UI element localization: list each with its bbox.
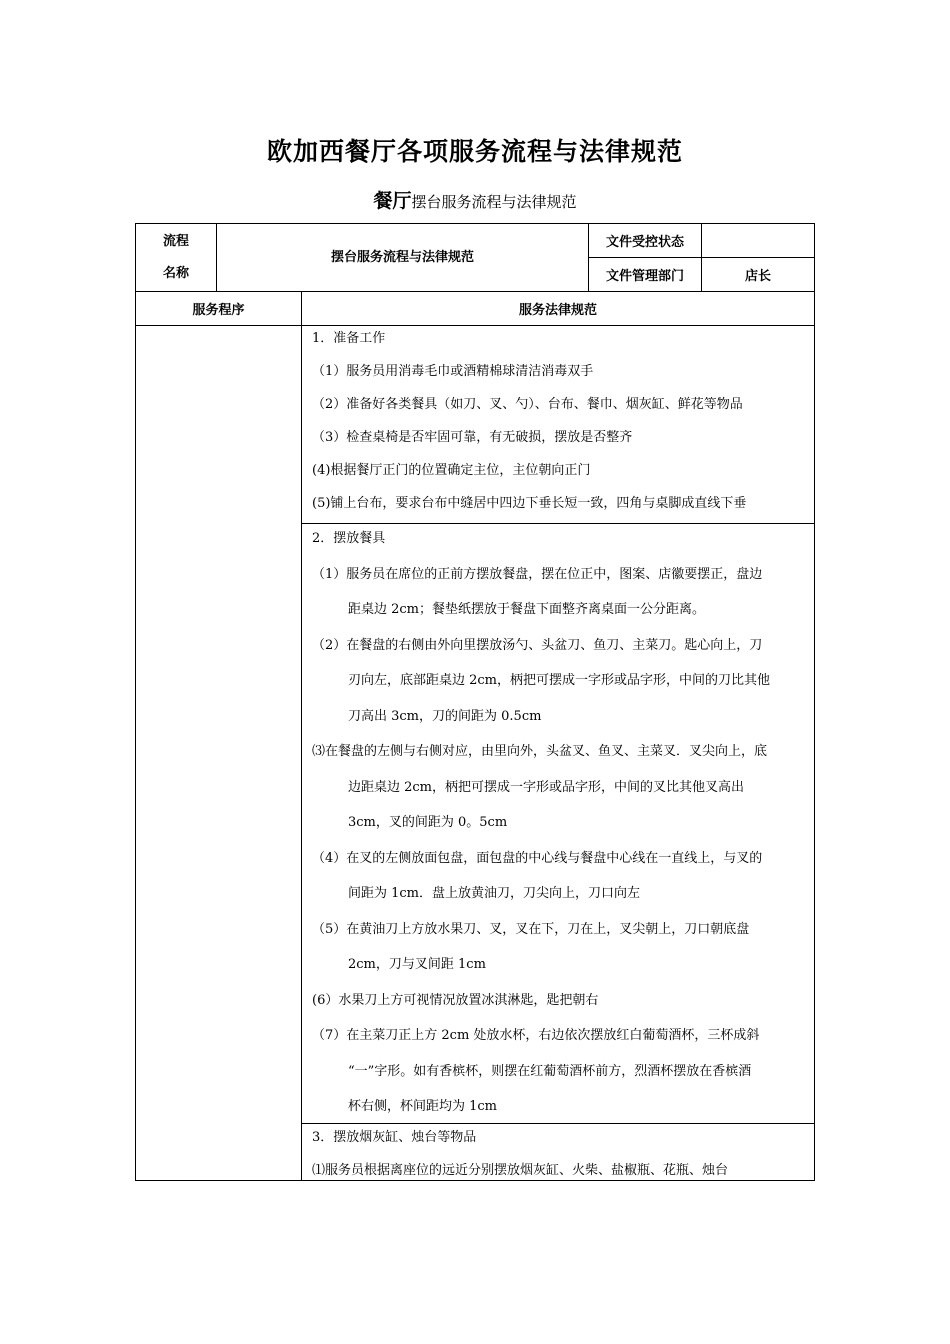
norm-line: 3cm，叉的间距为 0。5cm bbox=[348, 815, 508, 830]
norm-line: (4)根据餐厅正门的位置确定主位，主位朝向正门 bbox=[312, 463, 591, 478]
norm-line: “一”字形。如有香槟杯，则摆在红葡萄酒杯前方，烈酒杯摆放在香槟酒 bbox=[348, 1063, 752, 1079]
col-divider bbox=[301, 291, 302, 1181]
norm-line: 刃向左，底部距桌边 2cm，柄把可摆成一字形或品字形，中间的刀比其他 bbox=[348, 673, 771, 688]
norm-line: 刀高出 3cm，刀的间距为 0.5cm bbox=[348, 708, 542, 724]
norm-line: （4）在叉的左侧放面包盘，面包盘的中心线与餐盘中心线在一直线上，与叉的 bbox=[312, 850, 763, 866]
norm-line: （1）服务员用消毒毛巾或酒精棉球清洁消毒双手 bbox=[312, 364, 594, 379]
norm-line: 杯右侧，杯间距均为 1cm bbox=[348, 1099, 498, 1114]
section-prepare bbox=[312, 322, 746, 520]
col-header-norms: 服务法律规范 bbox=[518, 303, 597, 318]
norm-line: 距桌边 2cm；餐垫纸摆放于餐盘下面整齐离桌面一公分距离。 bbox=[348, 602, 706, 617]
norm-line: (6）水果刀上方可视情况放置冰淇淋匙，匙把朝右 bbox=[312, 992, 599, 1008]
section-ashtray bbox=[312, 1121, 728, 1187]
subtitle bbox=[0, 186, 950, 213]
norm-line: （5）在黄油刀上方放水果刀、叉，叉在下，刀在上，叉尖朝上，刀口朝底盘 bbox=[312, 921, 750, 937]
section-tableware bbox=[312, 521, 770, 1125]
norm-line: 2cm，刀与叉间距 1cm bbox=[348, 957, 486, 972]
norm-line: (5)铺上台布，要求台布中缝居中四边下垂长短一致，四角与桌脚成直线下垂 bbox=[312, 496, 747, 511]
col-header-procedure: 服务程序 bbox=[192, 303, 245, 318]
process-name: 摆台服务流程与法律规范 bbox=[330, 250, 474, 265]
subtitle-emphasis: 餐厅 bbox=[373, 190, 412, 212]
norm-line: （2）准备好各类餐具（如刀、叉、勺）、台布、餐巾、烟灰缸、鲜花等物品 bbox=[312, 397, 743, 412]
norm-line: （2）在餐盘的右侧由外向里摆放汤勺、头盆刀、鱼刀、主菜刀。匙心向上，刀 bbox=[312, 637, 763, 653]
process-table bbox=[135, 223, 815, 1181]
norm-line: （3）检查桌椅是否牢固可靠，有无破损，摆放是否整齐 bbox=[312, 430, 633, 445]
norm-line: 边距桌边 2cm，柄把可摆成一字形或品字形，中间的叉比其他叉高出 bbox=[348, 779, 745, 795]
norm-line: （7）在主菜刀正上方 2cm 处放水杯，右边依次摆放红白葡萄酒杯，三杯成斜 bbox=[312, 1028, 760, 1043]
section-heading: 2．摆放餐具 bbox=[312, 531, 386, 546]
norm-line: （1）服务员在席位的正前方摆放餐盘，摆在位正中，图案、店徽要摆正，盘边 bbox=[312, 566, 763, 582]
section-heading: 3．摆放烟灰缸、烛台等物品 bbox=[312, 1130, 477, 1145]
norm-line: ⑴服务员根据离座位的远近分别摆放烟灰缸、火柴、盐椒瓶、花瓶、烛台 bbox=[312, 1163, 729, 1178]
dept-value: 店长 bbox=[744, 269, 771, 284]
norm-line: 间距为 1cm．盘上放黄油刀，刀尖向上，刀口向左 bbox=[348, 886, 641, 901]
dept-label: 文件管理部门 bbox=[605, 269, 684, 284]
doc-status-label: 文件受控状态 bbox=[605, 235, 684, 250]
process-label-line2: 名称 bbox=[162, 266, 189, 281]
row-divider bbox=[136, 291, 814, 292]
section-heading: 1．准备工作 bbox=[312, 331, 386, 346]
process-label-line1: 流程 bbox=[162, 234, 189, 249]
norm-line: ⑶在餐盘的左侧与右侧对应，由里向外，头盆叉、鱼叉、主菜叉．叉尖向上，底 bbox=[312, 744, 768, 759]
subtitle-text: 摆台服务流程与法律规范 bbox=[411, 193, 577, 211]
page-title: 欧加西餐厅各项服务流程与法律规范 bbox=[266, 137, 683, 166]
